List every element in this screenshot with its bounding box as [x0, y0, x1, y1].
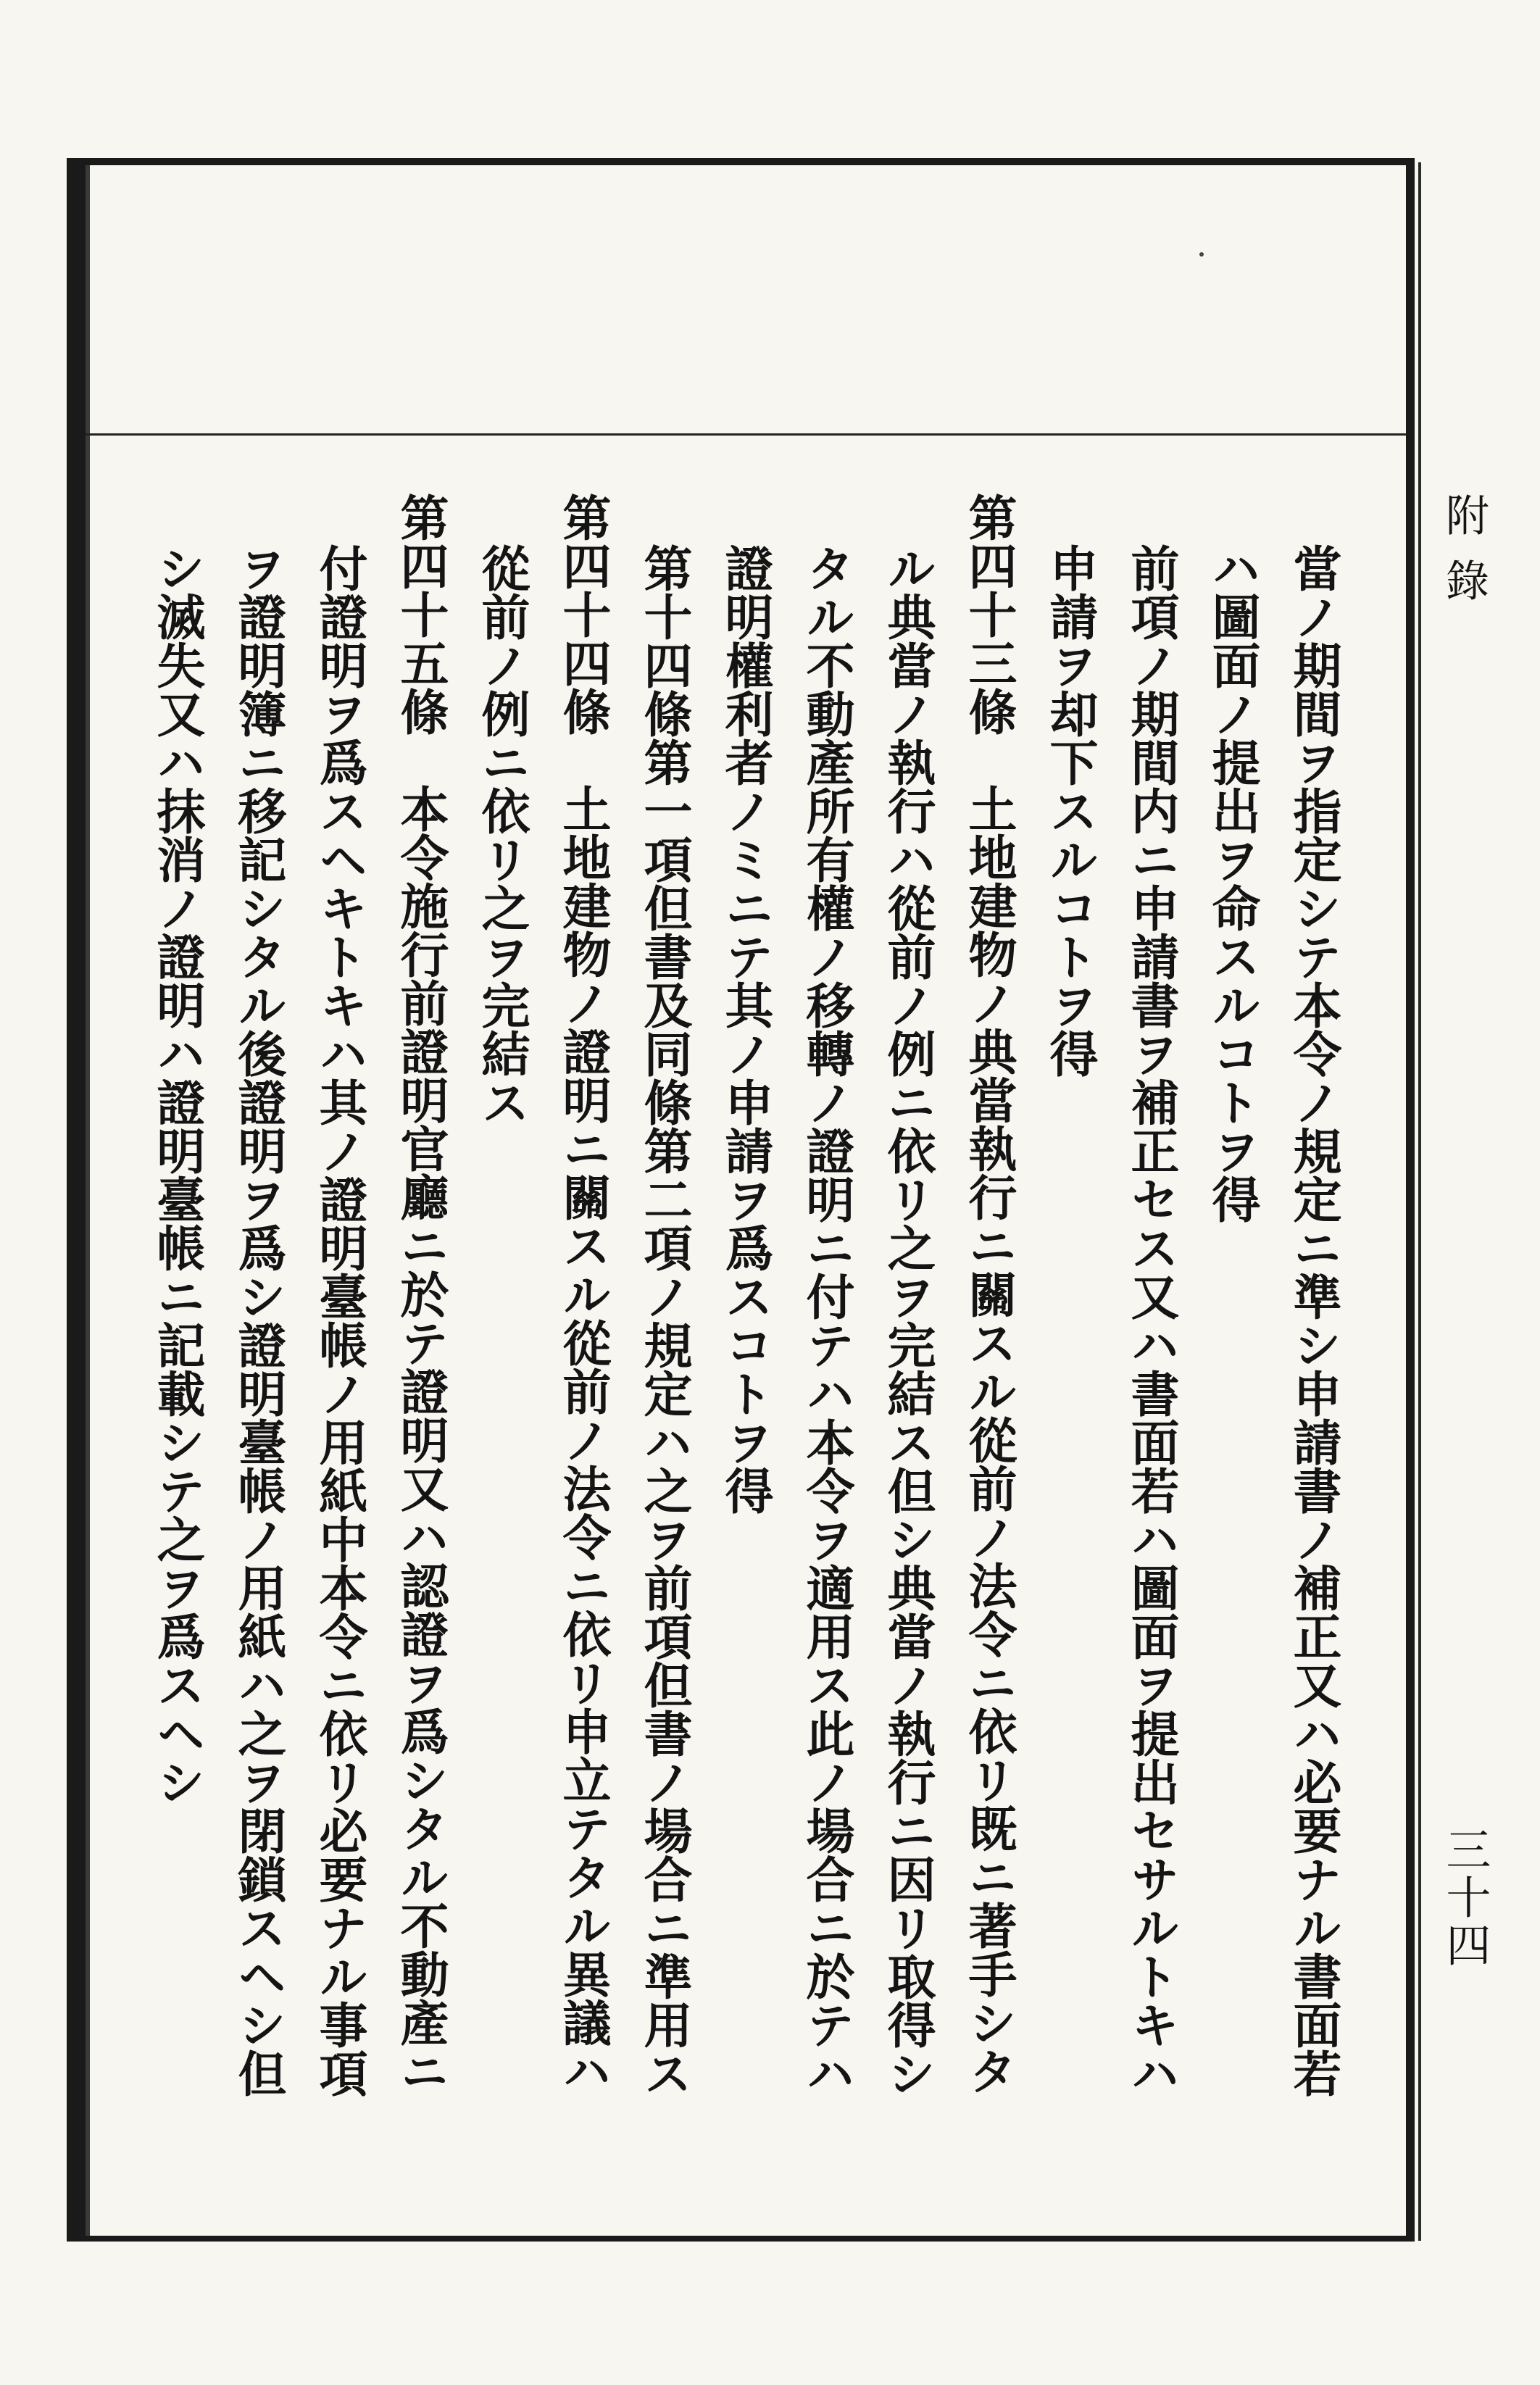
text-column-8: 證明權利者ノミニテ其ノ申請ヲ爲スコトヲ得 [717, 544, 775, 1515]
text-column-13: 付證明ヲ爲スヘキトキハ其ノ證明臺帳ノ用紙中本令ニ依リ必要ナル事項 [312, 544, 369, 2097]
article-45-heading: 第四十五條 本令施行前證明官廳ニ於テ證明又ハ認證ヲ爲シタル不動產ニ [393, 493, 450, 2095]
text-column-9: 第十四條第一項但書及同條第二項ノ規定ハ之ヲ前項但書ノ場合ニ準用ス [636, 544, 694, 2097]
page-number: 三十四 [1439, 1826, 1491, 1970]
text-column-3: 前項ノ期間内ニ申請書ヲ補正セス又ハ書面若ハ圖面ヲ提出セサルトキハ [1123, 544, 1181, 2097]
text-column-6: ル典當ノ執行ハ從前ノ例ニ依リ之ヲ完結ス但シ典當ノ執行ニ因リ取得シ [880, 544, 937, 2097]
text-column-4: 申請ヲ却下スルコトヲ得 [1042, 544, 1099, 1078]
scan-speck [1199, 252, 1204, 257]
section-title: 附錄 [1439, 493, 1489, 623]
text-column-7: タル不動產所有權ノ移轉ノ證明ニ付テハ本令ヲ適用ス此ノ場合ニ於テハ [799, 544, 856, 2097]
text-column-1: 當ノ期間ヲ指定シテ本令ノ規定ニ準シ申請書ノ補正又ハ必要ナル書面若 [1286, 544, 1343, 2097]
header-rule [86, 433, 1406, 436]
text-column-14: ヲ證明簿ニ移記シタル後證明ヲ爲シ證明臺帳ノ用紙ハ之ヲ閉鎖スヘシ但 [230, 544, 288, 2097]
text-column-11: 從前ノ例ニ依リ之ヲ完結ス [474, 544, 531, 1126]
text-column-15: シ滅失又ハ抹消ノ證明ハ證明臺帳ニ記載シテ之ヲ爲スヘシ [149, 544, 207, 1806]
article-43-heading: 第四十三條 土地建物ノ典當執行ニ關スル從前ノ法令ニ依リ既ニ著手シタ [961, 493, 1018, 2095]
article-44-heading: 第四十四條 土地建物ノ證明ニ關スル從前ノ法令ニ依リ申立テタル異議ハ [555, 493, 612, 2095]
text-column-2: ハ圖面ノ提出ヲ命スルコトヲ得 [1204, 544, 1262, 1223]
frame-edge-line [1418, 162, 1421, 2241]
